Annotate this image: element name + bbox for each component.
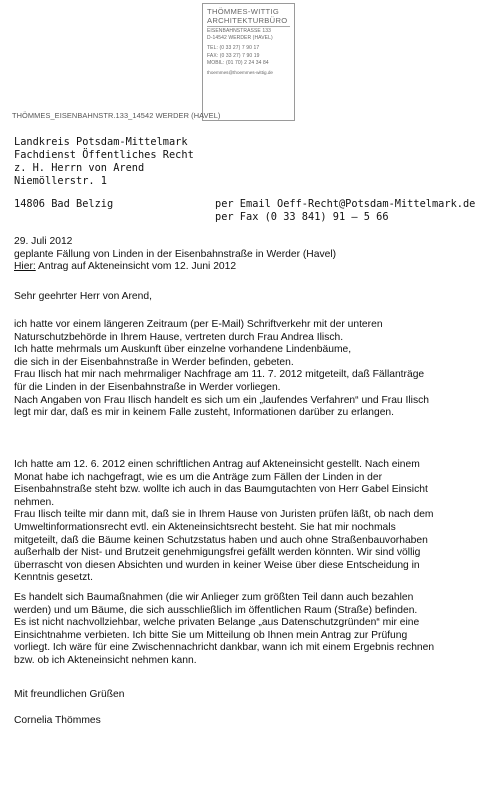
paragraph-line: Monat habe ich nachgefragt, wie es um die Anträge zum Fällen der Linden in der: [14, 471, 383, 483]
paragraph-line: Kenntnis gesetzt.: [14, 572, 93, 584]
salutation: Sehr geehrter Herr von Arend,: [14, 291, 152, 302]
paragraph-line: Frau Ilisch hat mir nach mehrmaliger Nachfrage am 11. 7. 2012 mitgeteilt, daß Fällanträge: [14, 369, 425, 381]
paragraph-line: Umweltinformationsrecht evtl. ein Akteneinsichtsrecht besteht. Sie hat mir nochmals: [14, 521, 396, 533]
signature: Cornelia Thömmes: [14, 715, 101, 726]
paragraph-line: für die Linden in der Eisenbahnstraße in Werder vorliegen.: [14, 381, 281, 393]
letter-subject-detail: [14, 261, 489, 274]
paragraph-2: [14, 459, 489, 585]
letter-date: 29. Juli 2012: [14, 236, 73, 247]
letterhead-fax: FAX: (0 33 27) 7 90 19: [207, 52, 260, 59]
paragraph-line: legt mir dar, daß es mir in keinem Falle zusteht, Informationen darüber zu erlangen.: [14, 407, 395, 419]
recipient-line: Fachdienst Öffentliches Recht: [14, 149, 194, 161]
letterhead-logo: [202, 3, 295, 121]
letterhead-tel: TEL: (0 33 27) 7 90 17: [207, 45, 260, 52]
paragraph-line: die sich in der Eisenbahnstraße in Werder befinden, gebeten.: [14, 356, 294, 368]
letterhead-city: D-14542 WERDER (HAVEL): [207, 35, 273, 42]
paragraph-line: Eisenbahnstraße steht bzw. wollte ich auch in das Baumgutachten von Herr Gabel Einsicht: [14, 484, 428, 496]
letterhead-name: THÖMMES-WITTIG: [207, 7, 280, 16]
paragraph-3: [14, 592, 489, 668]
paragraph-1: [14, 319, 489, 420]
paragraph-line: werden) und um Bäume, die sich ausschließlich im öffentlichen Raum (Straße) befinden.: [14, 604, 418, 616]
letter-header: [14, 236, 489, 274]
letter-subject: geplante Fällung von Linden in der Eisenbahnstraße in Werder (Havel): [14, 248, 337, 260]
paragraph-line: bzw. ob ich Akteneinsicht nehmen kann.: [14, 654, 197, 666]
letterhead-divider: [207, 26, 290, 27]
delivery-email: per Email Oeff-Recht@Potsdam-Mittelmark.de: [215, 198, 476, 210]
paragraph-line: Es ist nicht nachvollziehbar, welche privaten Belange „aus Datenschutzgründen“ mir eine: [14, 617, 420, 629]
letterhead-subtitle: ARCHITEKTURBÜRO: [207, 15, 288, 25]
recipient-city: 14806 Bad Belzig: [14, 198, 114, 210]
paragraph-line: Ich hatte mehrmals um Auskunft über einzelne vorhandene Lindenbäume,: [14, 344, 352, 356]
paragraph-line: ich hatte vor einem längeren Zeitraum (per E-Mail) Schriftverkehr mit der unteren: [14, 319, 383, 330]
paragraph-line: mitgeteilt, daß die Bäume keinen Schutzstatus haben und auch ohne Straßenbauvorhaben: [14, 534, 428, 546]
paragraph-line: überrascht von diesen Absichten und wurden in keiner Weise über diese Entscheidung in: [14, 559, 420, 571]
paragraph-line: Frau Ilisch teilte mir dann mit, daß sie in Ihrem Hause von Juristen prüfen läßt, ob nach dem: [14, 509, 434, 521]
subject-detail-text: Antrag auf Akteneinsicht vom 12. Juni 2012: [35, 261, 237, 273]
recipient-line: Niemöllerstr. 1: [14, 175, 107, 187]
paragraph-line: vorliegt. Ich wäre für eine Zwischennachricht dankbar, wann ich mit einem Ergebnis rechnen: [14, 642, 435, 654]
delivery-fax: per Fax (0 33 841) 91 – 5 66: [215, 211, 389, 223]
paragraph-line: außerhalb der Nist- und Brutzeit genehmigungsfrei gefällt werden könnten. Wir sind völlig: [14, 547, 421, 559]
paragraph-line: Ich hatte am 12. 6. 2012 einen schriftlichen Antrag auf Akteneinsicht gestellt. Nach einem: [14, 459, 420, 470]
letterhead-email: thoemmes@thoemmes-wittig.de: [207, 70, 273, 76]
paragraph-line: Naturschutzbehörde in Ihrem Hause, vertreten durch Frau Andrea Ilisch.: [14, 331, 344, 343]
recipient-line: z. H. Herrn von Arend: [14, 162, 145, 174]
sender-line: THÖMMES_EISENBAHNSTR.133_14542 WERDER (HAVEL): [12, 111, 221, 120]
paragraph-line: nehmen.: [14, 496, 55, 508]
paragraph-line: Es handelt sich Baumaßnahmen (die wir Anlieger zum größten Teil dann auch bezahlen: [14, 592, 414, 603]
closing: Mit freundlichen Grüßen: [14, 689, 125, 700]
letterhead-street: EISENBAHNSTRASSE 133: [207, 28, 271, 34]
letterhead-mobil: MOBIL: (01 70) 2 24 34 84: [207, 59, 269, 66]
subject-prefix: Hier:: [14, 261, 36, 273]
paragraph-line: Einsichtnahme verbieten. Ich bitte Sie um Mitteilung ob Ihnen mein Antrag zur Prüfung: [14, 629, 408, 641]
recipient-address: [14, 136, 194, 188]
recipient-line: Landkreis Potsdam-Mittelmark: [14, 136, 188, 148]
paragraph-line: Nach Angaben von Frau Ilisch handelt es sich um ein „laufendes Verfahren“ und Frau Ilisch: [14, 394, 429, 406]
